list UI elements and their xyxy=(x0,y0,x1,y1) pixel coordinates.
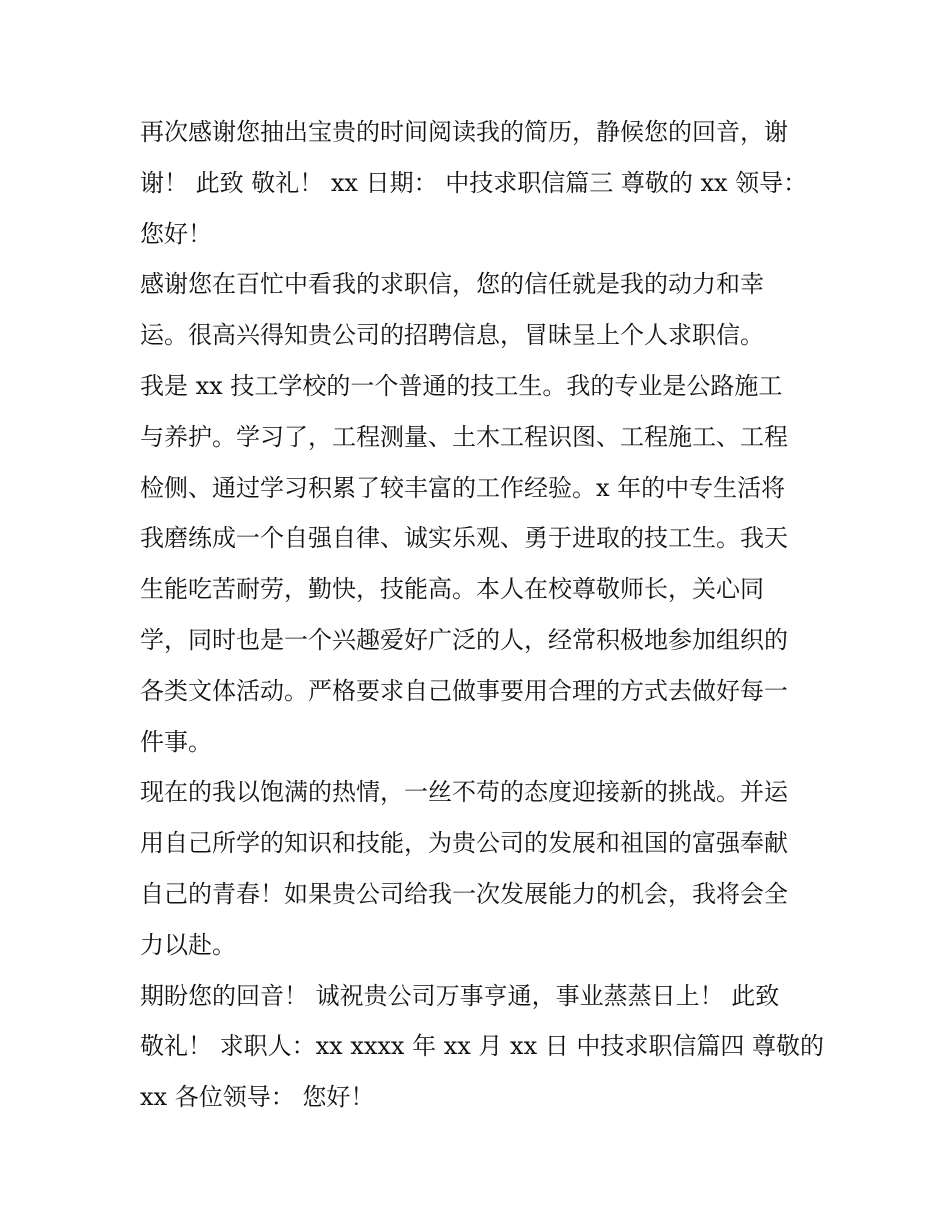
text-line: 感谢您在百忙中看我的求职信，您的信任就是我的动力和幸 xyxy=(140,270,764,299)
text-line: 敬礼！ 求职人：xx xxxx 年 xx 月 xx 日 中技求职信篇四 尊敬的 xyxy=(140,1032,825,1061)
text-line: 各类文体活动。严格要求自己做事要用合理的方式去做好每一 xyxy=(140,676,788,705)
paragraph-background xyxy=(140,361,820,767)
text-line: 现在的我以饱满的热情，一丝不苟的态度迎接新的挑战。并运 xyxy=(140,778,788,807)
text-line: 与养护。学习了，工程测量、土木工程识图、工程施工、工程 xyxy=(140,422,788,451)
text-line: 运。很高兴得知贵公司的招聘信息，冒昧呈上个人求职信。 xyxy=(140,321,764,350)
text-line: 学，同时也是一个兴趣爱好广泛的人，经常积极地参加组织的 xyxy=(140,625,788,654)
text-line: 再次感谢您抽出宝贵的时间阅读我的简历，静候您的回音，谢 xyxy=(140,118,788,146)
text-line: 用自己所学的知识和技能，为贵公司的发展和祖国的富强奉献 xyxy=(140,829,788,858)
text-line: 我磨练成一个自强自律、诚实乐观、勇于进取的技工生。我天 xyxy=(140,524,788,553)
paragraph-closing-thanks xyxy=(140,107,820,259)
text-line: 期盼您的回音！ 诚祝贵公司万事亨通，事业蒸蒸日上！ 此致 xyxy=(140,981,780,1010)
paragraph-introduction xyxy=(140,259,820,361)
document-body xyxy=(140,107,825,1123)
text-line: 我是 xx 技工学校的一个普通的技工生。我的专业是公路施工 xyxy=(140,371,783,400)
text-line: 谢！ 此致 敬礼！ xx 日期： 中技求职信篇三 尊敬的 xx 领导： xyxy=(140,168,808,197)
text-line: 生能吃苦耐劳，勤快，技能高。本人在校尊敬师长，关心同 xyxy=(140,575,764,604)
text-line: 检侧、通过学习积累了较丰富的工作经验。x 年的中专生活将 xyxy=(140,473,786,502)
text-line: 力以赴。 xyxy=(140,930,236,959)
text-line: 您好！ xyxy=(140,219,212,248)
paragraph-commitment xyxy=(140,767,820,970)
paragraph-signoff xyxy=(140,971,825,1123)
text-line: 件事。 xyxy=(140,727,212,756)
text-line: xx 各位领导： 您好！ xyxy=(140,1083,375,1112)
text-line: 自己的青春！如果贵公司给我一次发展能力的机会，我将会全 xyxy=(140,879,788,908)
